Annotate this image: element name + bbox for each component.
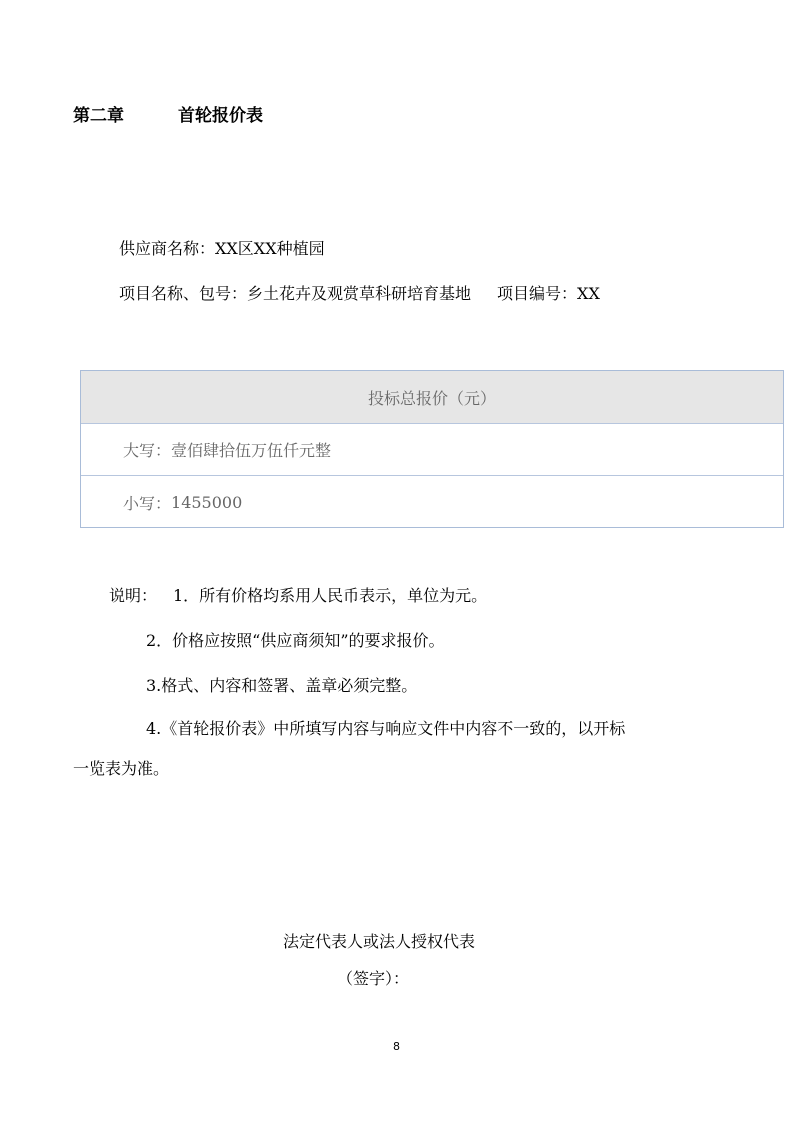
project-code-value: XX <box>577 284 600 303</box>
lowercase-value: 1455000 <box>171 492 243 512</box>
note-item-1 <box>109 585 487 607</box>
chapter-number: 第二章 <box>73 106 124 126</box>
quote-lowercase-row <box>81 476 783 528</box>
supplier-value: XX区XX种植园 <box>215 239 325 258</box>
quote-table <box>80 370 784 528</box>
notes-label: 说明： <box>109 586 158 605</box>
signature-field: （签字）： <box>337 969 410 988</box>
note-item-3: 3.格式、内容和签署、盖章必须完整。 <box>146 676 418 695</box>
quote-uppercase-row <box>81 424 783 476</box>
uppercase-value: 壹佰肆拾伍万伍仟元整 <box>171 441 332 460</box>
note-item-4-line-1: 4.《首轮报价表》中所填写内容与响应文件中内容不一致的，以开标 <box>146 719 626 738</box>
chapter-title: 首轮报价表 <box>178 106 263 126</box>
chapter-heading <box>73 104 263 128</box>
project-name-value: 乡土花卉及观赏草科研培育基地 <box>247 284 472 303</box>
supplier-label: 供应商名称： <box>119 239 216 258</box>
project-name-label: 项目名称、包号： <box>119 284 248 303</box>
page-number: 8 <box>393 1040 400 1053</box>
signature-title: 法定代表人或法人授权代表 <box>283 932 476 951</box>
quote-table-header: 投标总报价（元） <box>81 371 783 424</box>
lowercase-label: 小写： <box>123 493 172 513</box>
uppercase-label: 大写： <box>123 441 172 460</box>
note-text-1: 1．所有价格均系用人民币表示，单位为元。 <box>173 586 488 605</box>
project-code-label: 项目编号： <box>497 284 578 303</box>
supplier-line <box>119 238 325 260</box>
project-line <box>119 283 600 305</box>
note-item-2: 2．价格应按照“供应商须知”的要求报价。 <box>146 631 445 650</box>
note-item-4-line-2: 一览表为准。 <box>73 759 170 778</box>
